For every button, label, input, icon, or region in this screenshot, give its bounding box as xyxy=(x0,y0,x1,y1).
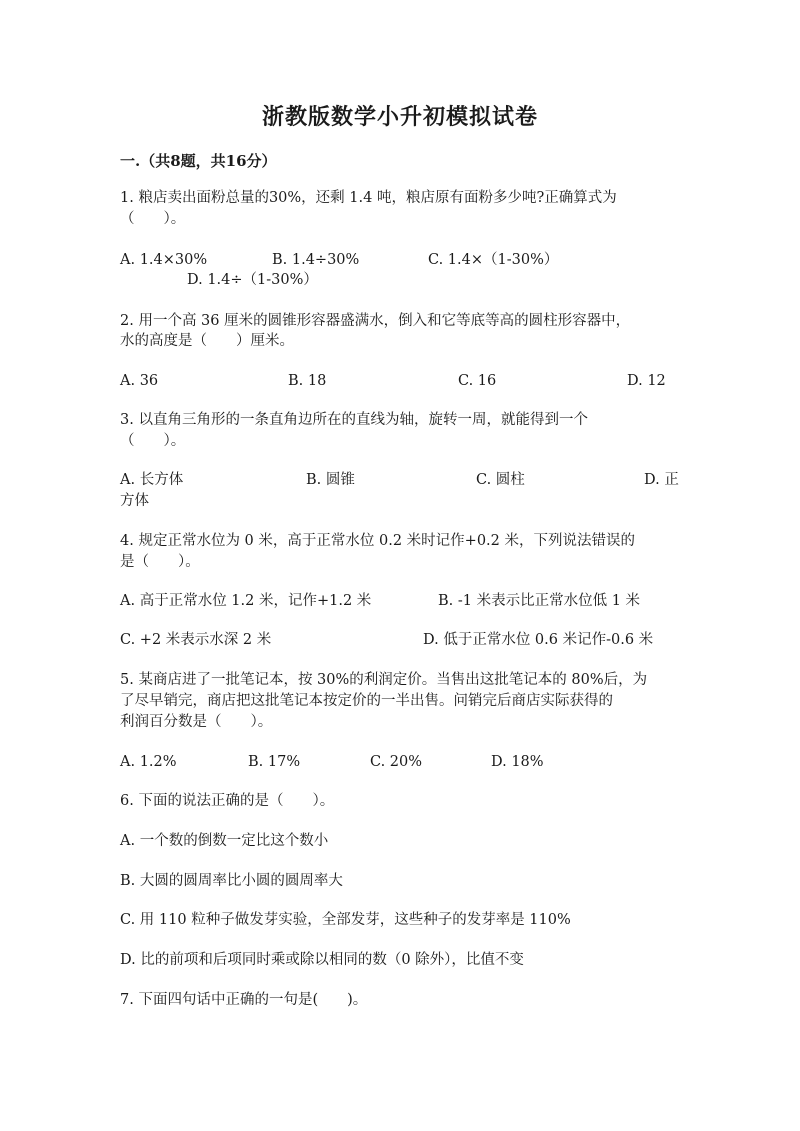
question-5-option-c: C. 20% xyxy=(370,754,423,770)
question-2-text-cont: 水的高度是（ ）厘米。 xyxy=(120,333,294,349)
question-1-option-b: B. 1.4÷30% xyxy=(272,252,360,268)
question-3-option-c: C. 圆柱 xyxy=(476,472,525,488)
question-5-option-d: D. 18% xyxy=(491,754,544,770)
question-2-text: 2. 用一个高 36 厘米的圆锥形容器盛满水，倒入和它等底等高的圆柱形容器中， xyxy=(120,313,631,329)
question-3-option-d-cont: 方体 xyxy=(120,493,149,509)
question-3-option-d: D. 正 xyxy=(644,472,679,488)
question-3-option-b: B. 圆锥 xyxy=(306,472,355,488)
question-6-option-b: B. 大圆的圆周率比小圆的圆周率大 xyxy=(120,873,343,889)
question-2-option-a: A. 36 xyxy=(120,373,159,389)
question-1-text: 1. 粮店卖出面粉总量的30%，还剩 1.4 吨，粮店原有面粉多少吨?正确算式为 xyxy=(120,190,617,206)
section-heading: 一.（共8题，共16分） xyxy=(120,152,277,170)
question-2-option-d: D. 12 xyxy=(627,373,666,389)
question-1-option-c: C. 1.4×（1-30%） xyxy=(428,252,559,268)
question-4-text-cont: 是（ ）。 xyxy=(120,554,200,570)
question-4-option-a: A. 高于正常水位 1.2 米，记作+1.2 米 xyxy=(120,593,372,609)
question-7-text: 7. 下面四句话中正确的一句是( )。 xyxy=(120,992,368,1008)
question-1-text-cont: （ ）。 xyxy=(120,211,186,227)
question-4-option-b: B. -1 米表示比正常水位低 1 米 xyxy=(438,593,641,609)
question-5-option-a: A. 1.2% xyxy=(120,754,177,770)
question-2-option-b: B. 18 xyxy=(288,373,327,389)
question-3-text-cont: （ ）。 xyxy=(120,433,186,449)
question-5-text-cont-2: 利润百分数是（ ）。 xyxy=(120,714,273,730)
question-1-option-a: A. 1.4×30% xyxy=(120,252,208,268)
question-4-text: 4. 规定正常水位为 0 米，高于正常水位 0.2 米时记作+0.2 米，下列说法错误的 xyxy=(120,533,635,549)
question-6-option-a: A. 一个数的倒数一定比这个数小 xyxy=(120,833,329,849)
question-4-option-c: C. +2 米表示水深 2 米 xyxy=(120,632,272,648)
question-3-text: 3. 以直角三角形的一条直角边所在的直线为轴，旋转一周，就能得到一个 xyxy=(120,412,588,428)
question-3-option-a: A. 长方体 xyxy=(120,472,184,488)
question-2-option-c: C. 16 xyxy=(458,373,497,389)
question-6-option-c: C. 用 110 粒种子做发芽实验，全部发芽，这些种子的发芽率是 110% xyxy=(120,912,571,928)
question-6-option-d: D. 比的前项和后项同时乘或除以相同的数（0 除外），比值不变 xyxy=(120,952,524,968)
question-6-text: 6. 下面的说法正确的是（ ）。 xyxy=(120,793,335,809)
question-4-option-d: D. 低于正常水位 0.6 米记作-0.6 米 xyxy=(423,632,654,648)
page-title: 浙教版数学小升初模拟试卷 xyxy=(261,104,538,130)
question-5-text-cont: 了尽早销完，商店把这批笔记本按定价的一半出售。问销完后商店实际获得的 xyxy=(120,693,613,709)
question-1-option-d: D. 1.4÷（1-30%） xyxy=(187,272,318,288)
question-5-text: 5. 某商店进了一批笔记本，按 30%的利润定价。当售出这批笔记本的 80%后，为 xyxy=(120,672,648,688)
question-5-option-b: B. 17% xyxy=(248,754,301,770)
